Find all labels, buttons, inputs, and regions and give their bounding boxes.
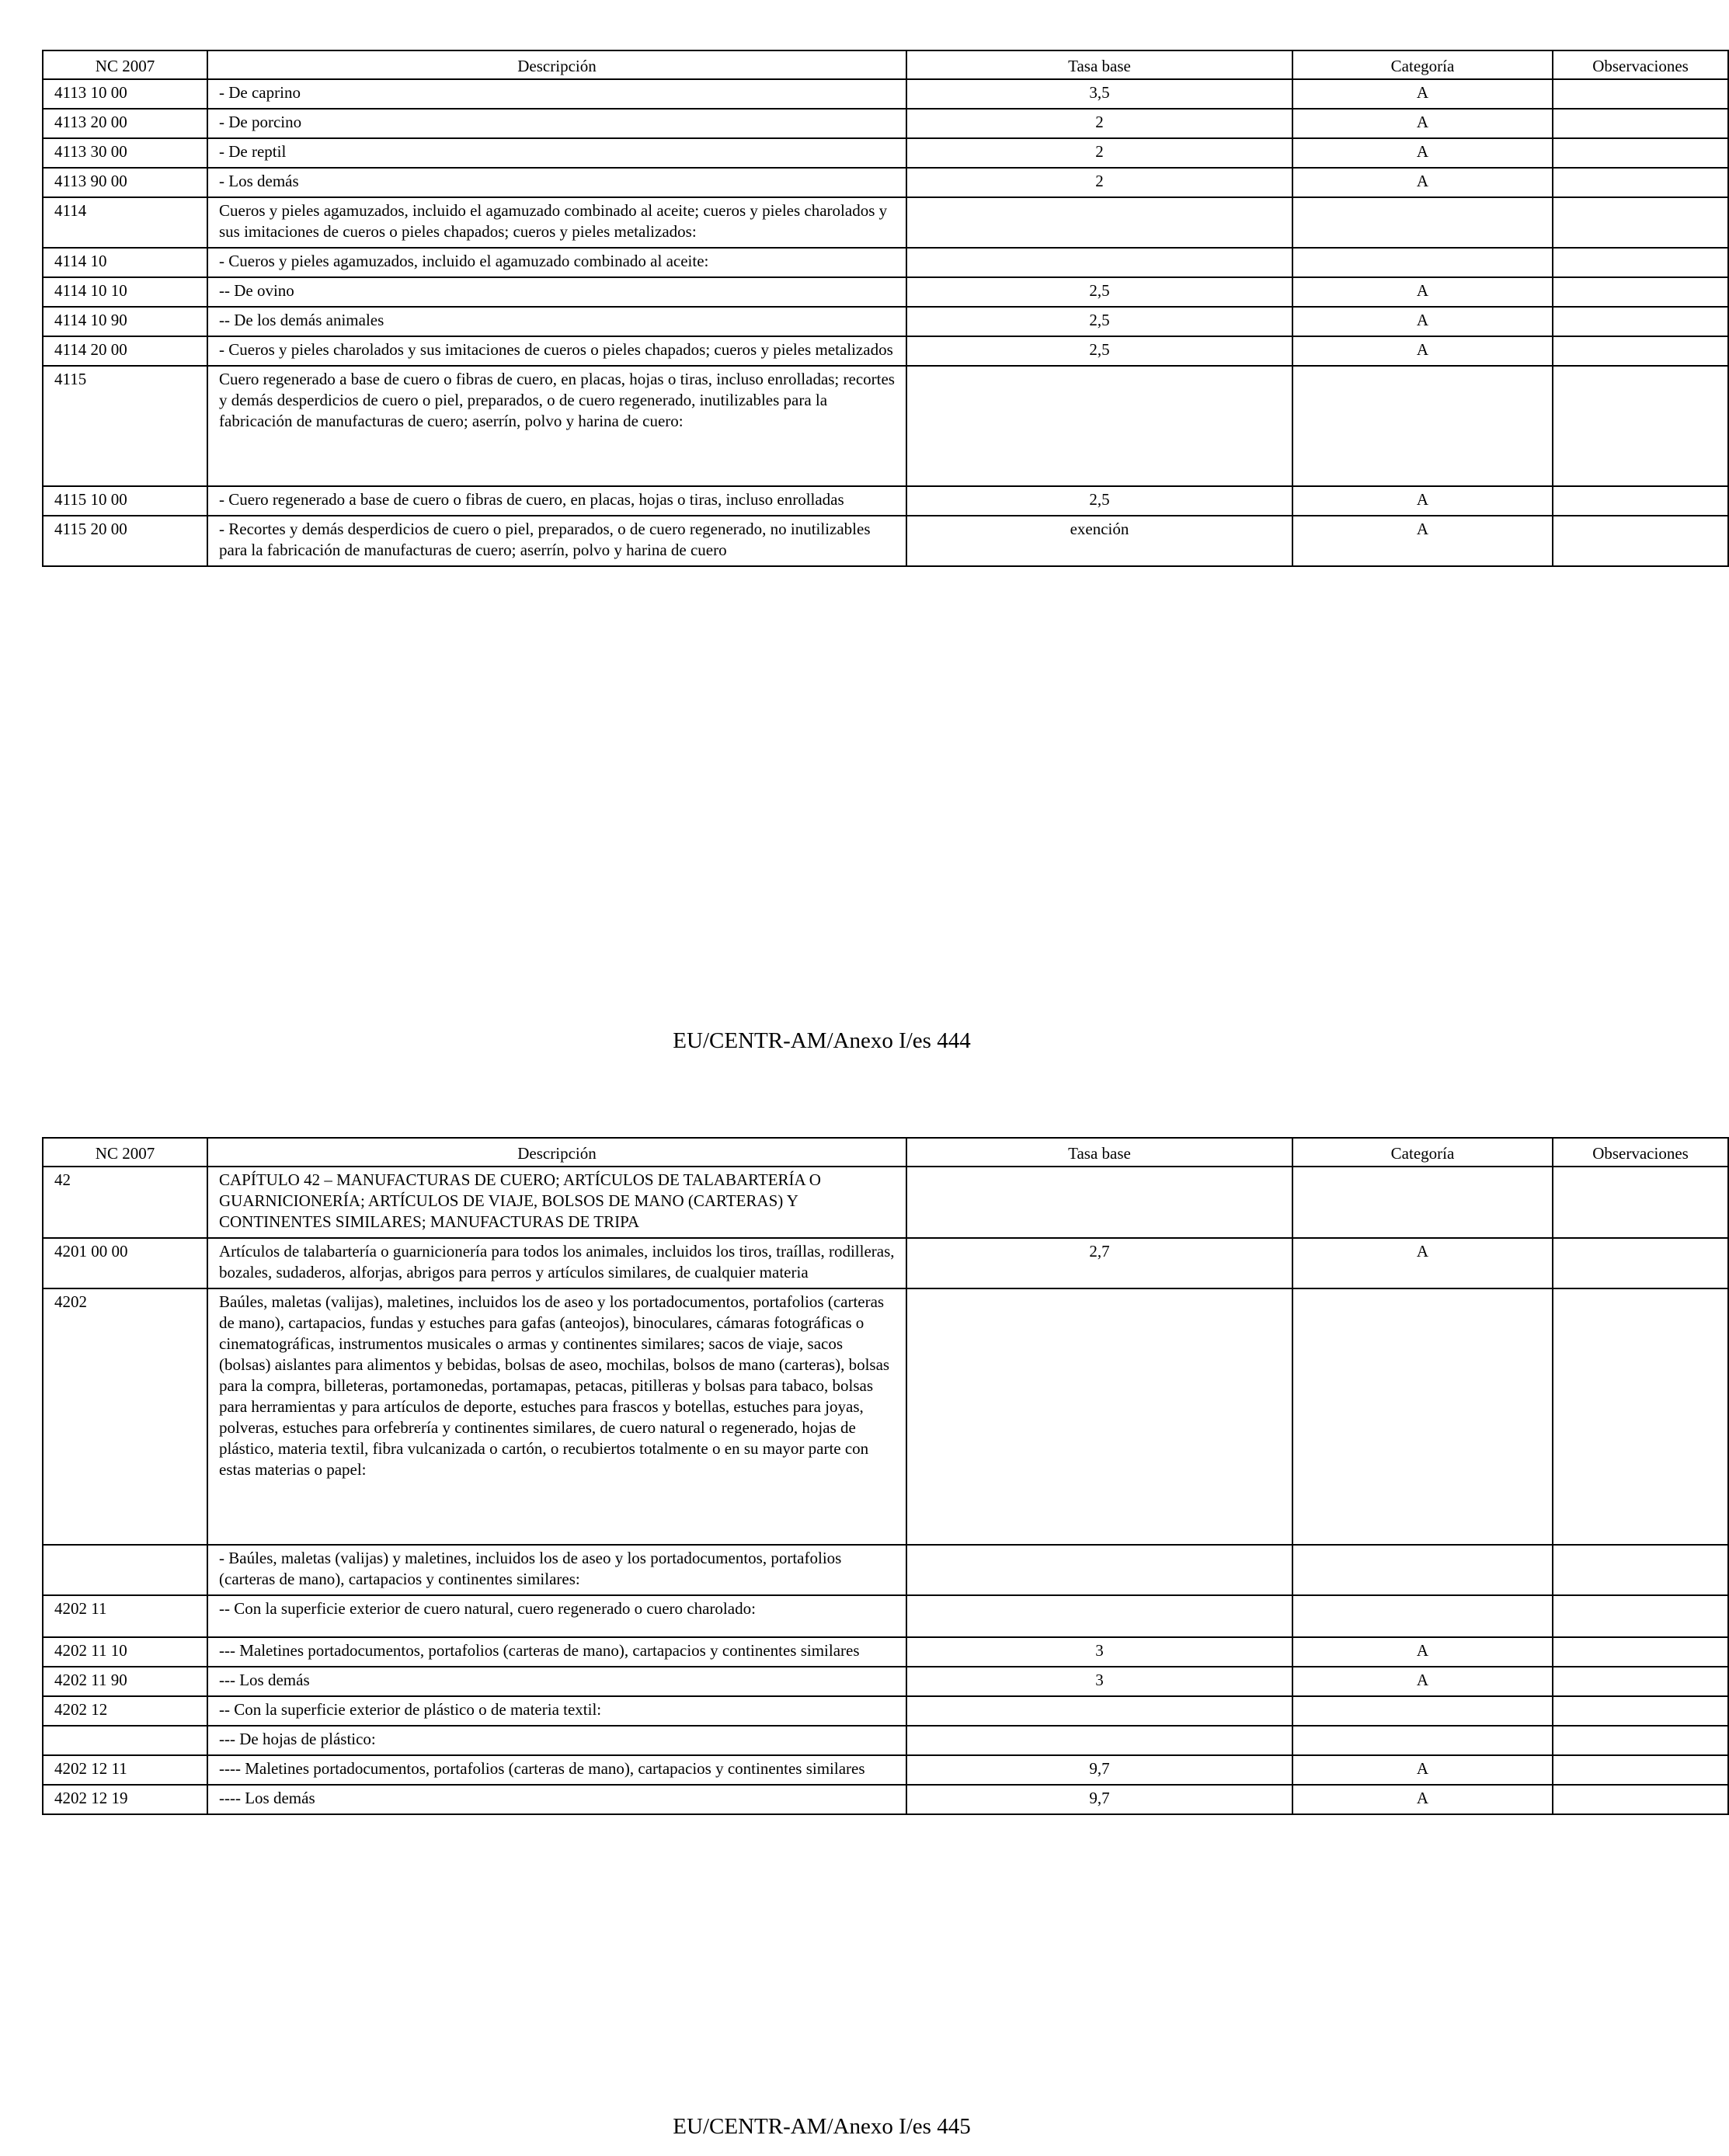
tariff-table-page-445 xyxy=(42,1137,1729,1815)
observations xyxy=(1553,1755,1728,1785)
base-rate: 2 xyxy=(906,109,1292,138)
header-descripcion: Descripción xyxy=(207,50,906,79)
observations xyxy=(1553,248,1728,277)
description: --- De hojas de plástico: xyxy=(207,1726,906,1755)
base-rate xyxy=(906,197,1292,248)
table-row xyxy=(43,197,1728,248)
description: - De reptil xyxy=(207,138,906,168)
category: A xyxy=(1292,168,1553,197)
base-rate xyxy=(906,1288,1292,1545)
header-observaciones: Observaciones xyxy=(1553,1138,1728,1167)
observations xyxy=(1553,307,1728,336)
description: - Cueros y pieles agamuzados, incluido el agamuzado combinado al aceite: xyxy=(207,248,906,277)
table-row xyxy=(43,79,1728,109)
observations xyxy=(1553,1637,1728,1667)
description: - Cueros y pieles charolados y sus imitaciones de cueros o pieles chapados; cueros y pieles metalizados xyxy=(207,336,906,366)
description: CAPÍTULO 42 – MANUFACTURAS DE CUERO; ARTÍCULOS DE TALABARTERÍA O GUARNICIONERÍA; ARTÍCULOS DE VIAJE, BOLSOS DE MANO (CARTERAS) Y CONTINENTES SIMILARES; MANUFACTURAS DE TRIPA xyxy=(207,1167,906,1238)
observations xyxy=(1553,1595,1728,1637)
page-footer-444: EU/CENTR-AM/Anexo I/es 444 xyxy=(673,1028,971,1053)
observations xyxy=(1553,1785,1728,1814)
observations xyxy=(1553,366,1728,486)
table-row xyxy=(43,168,1728,197)
observations xyxy=(1553,1696,1728,1726)
table-row xyxy=(43,1696,1728,1726)
base-rate: 3 xyxy=(906,1637,1292,1667)
header-categoria: Categoría xyxy=(1292,50,1553,79)
base-rate xyxy=(906,366,1292,486)
description: ---- Maletines portadocumentos, portafolios (carteras de mano), cartapacios y continentes similares xyxy=(207,1755,906,1785)
category: A xyxy=(1292,307,1553,336)
base-rate: 3 xyxy=(906,1667,1292,1696)
description: Cuero regenerado a base de cuero o fibras de cuero, en placas, hojas o tiras, incluso enrolladas; recortes y demás desperdicios de cuero o piel, preparados, o de cuero regenerado, inutilizables para la fabricación de manufacturas de cuero; aserrín, polvo y harina de cuero: xyxy=(207,366,906,486)
nc-code: 4114 xyxy=(43,197,207,248)
table-row xyxy=(43,1167,1728,1238)
nc-code: 4202 12 19 xyxy=(43,1785,207,1814)
table-row xyxy=(43,336,1728,366)
category: A xyxy=(1292,1667,1553,1696)
description: Artículos de talabartería o guarnicionería para todos los animales, incluidos los tiros, traíllas, rodilleras, bozales, sudaderos, alforjas, abrigos para perros y artículos similares, de cualquier materia xyxy=(207,1238,906,1288)
table-row xyxy=(43,1755,1728,1785)
observations xyxy=(1553,1726,1728,1755)
nc-code: 4115 10 00 xyxy=(43,486,207,516)
description: - De caprino xyxy=(207,79,906,109)
base-rate xyxy=(906,1595,1292,1637)
observations xyxy=(1553,336,1728,366)
description: -- Con la superficie exterior de cuero natural, cuero regenerado o cuero charolado: xyxy=(207,1595,906,1637)
base-rate: 9,7 xyxy=(906,1755,1292,1785)
observations xyxy=(1553,516,1728,566)
category: A xyxy=(1292,1637,1553,1667)
category xyxy=(1292,248,1553,277)
table-row xyxy=(43,1785,1728,1814)
category: A xyxy=(1292,138,1553,168)
description: -- Con la superficie exterior de plástico o de materia textil: xyxy=(207,1696,906,1726)
nc-code: 4202 12 xyxy=(43,1696,207,1726)
base-rate: 2 xyxy=(906,168,1292,197)
description: - Cuero regenerado a base de cuero o fibras de cuero, en placas, hojas o tiras, incluso enrolladas xyxy=(207,486,906,516)
nc-code: 4114 10 90 xyxy=(43,307,207,336)
observations xyxy=(1553,109,1728,138)
category xyxy=(1292,1167,1553,1238)
nc-code: 4114 10 xyxy=(43,248,207,277)
category: A xyxy=(1292,1785,1553,1814)
table-row xyxy=(43,307,1728,336)
base-rate: 2 xyxy=(906,138,1292,168)
base-rate: 2,5 xyxy=(906,486,1292,516)
observations xyxy=(1553,138,1728,168)
table-header-row xyxy=(43,50,1728,79)
category: A xyxy=(1292,1755,1553,1785)
base-rate xyxy=(906,248,1292,277)
observations xyxy=(1553,277,1728,307)
header-tasa-base: Tasa base xyxy=(906,50,1292,79)
header-descripcion: Descripción xyxy=(207,1138,906,1167)
description: -- De los demás animales xyxy=(207,307,906,336)
description: --- Maletines portadocumentos, portafolios (carteras de mano), cartapacios y continentes similares xyxy=(207,1637,906,1667)
category xyxy=(1292,1726,1553,1755)
table-row xyxy=(43,486,1728,516)
base-rate: 2,5 xyxy=(906,307,1292,336)
description: ---- Los demás xyxy=(207,1785,906,1814)
description: -- De ovino xyxy=(207,277,906,307)
nc-code: 4202 11 90 xyxy=(43,1667,207,1696)
description: Baúles, maletas (valijas), maletines, incluidos los de aseo y los portadocumentos, portafolios (carteras de mano), cartapacios, fundas y estuches para gafas (anteojos), binoculares, cámaras fotográficas o cinematográficas, instrumentos musicales o armas y continentes similares; sacos de viaje, sacos (bolsas) aislantes para alimentos y bebidas, bolsas de aseo, mochilas, bolsos de mano (carteras), bolsas para la compra, billeteras, portamonedas, portamapas, petacas, pitilleras y bolsas para tabaco, bolsas para herramientas y para artículos de deporte, estuches para frascos y botellas, estuches para joyas, polveras, estuches para orfebrería y continentes similares, de cuero natural o regenerado, hojas de plástico, materia textil, fibra vulcanizada o cartón, o recubiertos totalmente o en su mayor parte con estas materias o papel: xyxy=(207,1288,906,1545)
base-rate xyxy=(906,1696,1292,1726)
table-row xyxy=(43,277,1728,307)
nc-code xyxy=(43,1726,207,1755)
header-tasa-base: Tasa base xyxy=(906,1138,1292,1167)
nc-code: 4113 20 00 xyxy=(43,109,207,138)
observations xyxy=(1553,168,1728,197)
description: - Los demás xyxy=(207,168,906,197)
base-rate: 2,5 xyxy=(906,336,1292,366)
observations xyxy=(1553,79,1728,109)
description: - De porcino xyxy=(207,109,906,138)
base-rate xyxy=(906,1726,1292,1755)
base-rate: 9,7 xyxy=(906,1785,1292,1814)
base-rate xyxy=(906,1545,1292,1595)
category: A xyxy=(1292,1238,1553,1288)
table-row xyxy=(43,109,1728,138)
nc-code: 4201 00 00 xyxy=(43,1238,207,1288)
table-row xyxy=(43,1288,1728,1545)
page-footer-445: EU/CENTR-AM/Anexo I/es 445 xyxy=(673,2114,971,2139)
table-row xyxy=(43,1545,1728,1595)
category xyxy=(1292,1288,1553,1545)
header-nc-2007: NC 2007 xyxy=(43,50,207,79)
header-categoria: Categoría xyxy=(1292,1138,1553,1167)
observations xyxy=(1553,1667,1728,1696)
table-row xyxy=(43,1238,1728,1288)
header-observaciones: Observaciones xyxy=(1553,50,1728,79)
category xyxy=(1292,1595,1553,1637)
nc-code: 4113 10 00 xyxy=(43,79,207,109)
observations xyxy=(1553,1238,1728,1288)
nc-code: 4202 12 11 xyxy=(43,1755,207,1785)
nc-code: 4202 xyxy=(43,1288,207,1545)
nc-code: 4113 30 00 xyxy=(43,138,207,168)
category xyxy=(1292,1696,1553,1726)
table-row xyxy=(43,1637,1728,1667)
category: A xyxy=(1292,277,1553,307)
table-row xyxy=(43,138,1728,168)
observations xyxy=(1553,1545,1728,1595)
base-rate: 2,5 xyxy=(906,277,1292,307)
base-rate: 3,5 xyxy=(906,79,1292,109)
nc-code: 42 xyxy=(43,1167,207,1238)
tariff-table-page-444 xyxy=(42,50,1729,567)
nc-code xyxy=(43,1545,207,1595)
observations xyxy=(1553,1167,1728,1238)
category: A xyxy=(1292,336,1553,366)
nc-code: 4115 xyxy=(43,366,207,486)
base-rate: 2,7 xyxy=(906,1238,1292,1288)
category xyxy=(1292,366,1553,486)
table-header-row xyxy=(43,1138,1728,1167)
nc-code: 4113 90 00 xyxy=(43,168,207,197)
table-row xyxy=(43,248,1728,277)
description: - Recortes y demás desperdicios de cuero o piel, preparados, o de cuero regenerado, no inutilizables para la fabricación de manufacturas de cuero; aserrín, polvo y harina de cuero xyxy=(207,516,906,566)
table-row xyxy=(43,1667,1728,1696)
nc-code: 4114 20 00 xyxy=(43,336,207,366)
table-row xyxy=(43,1726,1728,1755)
table-row xyxy=(43,366,1728,486)
base-rate xyxy=(906,1167,1292,1238)
category xyxy=(1292,197,1553,248)
description: - Baúles, maletas (valijas) y maletines, incluidos los de aseo y los portadocumentos, portafolios (carteras de mano), cartapacios y continentes similares: xyxy=(207,1545,906,1595)
table-row xyxy=(43,516,1728,566)
category: A xyxy=(1292,516,1553,566)
nc-code: 4202 11 10 xyxy=(43,1637,207,1667)
description: Cueros y pieles agamuzados, incluido el agamuzado combinado al aceite; cueros y pieles charolados y sus imitaciones de cueros o pieles chapados; cueros y pieles metalizados: xyxy=(207,197,906,248)
nc-code: 4202 11 xyxy=(43,1595,207,1637)
observations xyxy=(1553,197,1728,248)
nc-code: 4115 20 00 xyxy=(43,516,207,566)
nc-code: 4114 10 10 xyxy=(43,277,207,307)
category: A xyxy=(1292,109,1553,138)
category: A xyxy=(1292,486,1553,516)
description: --- Los demás xyxy=(207,1667,906,1696)
table-row xyxy=(43,1595,1728,1637)
category xyxy=(1292,1545,1553,1595)
observations xyxy=(1553,486,1728,516)
header-nc-2007: NC 2007 xyxy=(43,1138,207,1167)
base-rate: exención xyxy=(906,516,1292,566)
observations xyxy=(1553,1288,1728,1545)
category: A xyxy=(1292,79,1553,109)
